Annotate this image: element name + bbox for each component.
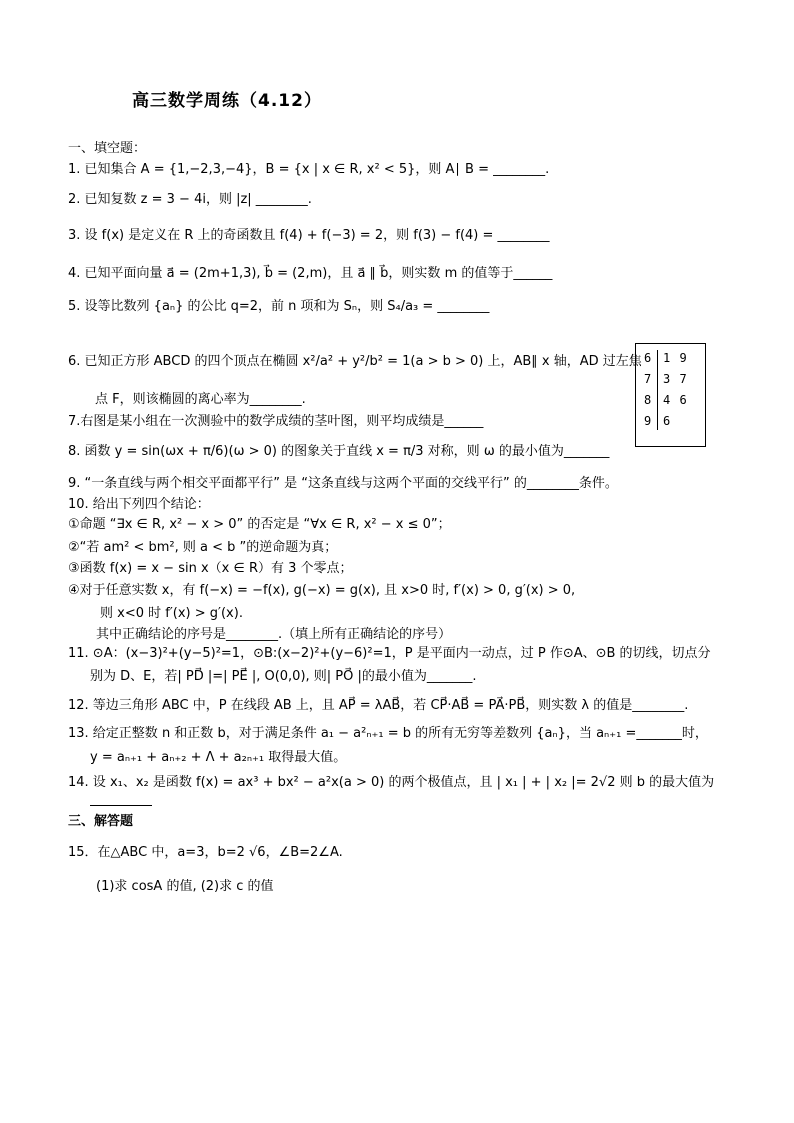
question-3: 3. 设 f(x) 是定义在 R 上的奇函数且 f(4) + f(−3) = 2，则 f(3) − f(4) = ________	[68, 228, 550, 243]
leaf-6: 1 9	[663, 351, 688, 365]
stem-8: 8	[644, 393, 652, 407]
question-6-line1: 6. 已知正方形 ABCD 的四个顶点在椭圆 x²/a² + y²/b² = 1(a > b > 0) 上，AB∥ x 轴，AD 过左焦	[68, 354, 642, 369]
question-12: 12. 等边三角形 ABC 中，P 在线段 AB 上，且 AP⃗ = λAB⃗，若 CP⃗·AB⃗ = PA⃗·PB⃗，则实数 λ 的值是________.	[68, 698, 689, 713]
stem-leaf-divider	[657, 350, 658, 430]
stem-7: 7	[644, 372, 652, 386]
question-9: 9. “一条直线与两个相交平面都平行” 是 “这条直线与这两个平面的交线平行” 的________条件。	[68, 476, 618, 491]
leaf-9: 6	[663, 414, 672, 428]
question-10: 10. 给出下列四个结论：	[68, 497, 210, 512]
question-11-line1: 11. ⊙A：(x−3)²+(y−5)²=1，⊙B:(x−2)²+(y−6)²=1，P 是平面内一动点，过 P 作⊙A、⊙B 的切线，切点分	[68, 646, 711, 661]
question-10-item-4: ④对于任意实数 x，有 f(−x) = −f(x), g(−x) = g(x), 且 x>0 时, f′(x) > 0, g′(x) > 0,	[68, 583, 576, 598]
question-1: 1. 已知集合 A = {1,−2,3,−4}，B = {x | x ∈ R, x² < 5}，则 A∣ B = ________.	[68, 162, 550, 177]
question-11-line2: 别为 D、E，若| PD⃗ |=| PE⃗ |, O(0,0), 则| PO⃗ |的最小值为_______.	[90, 669, 477, 684]
question-15: 15．在△ABC 中，a=3，b=2 √6，∠B=2∠A.	[68, 845, 343, 860]
question-13-line1: 13. 给定正整数 n 和正数 b，对于满足条件 a₁ − a²ₙ₊₁ = b 的所有无穷等差数列 {aₙ}，当 aₙ₊₁ =_______时，	[68, 726, 708, 741]
section-fill-in: 一、填空题：	[68, 141, 147, 156]
question-10-answer: 其中正确结论的序号是________.（填上所有正确结论的序号）	[96, 627, 452, 642]
stem-9: 9	[644, 414, 652, 428]
question-5: 5. 设等比数列 {aₙ} 的公比 q=2，前 n 项和为 Sₙ，则 S₄/a₃ = ________	[68, 299, 490, 314]
question-8: 8. 函数 y = sin(ωx + π/6)(ω > 0) 的图象关于直线 x = π/3 对称，则 ω 的最小值为_______	[68, 444, 610, 459]
question-4: 4. 已知平面向量 a⃗ = (2m+1,3), b⃗ = (2,m)，且 a⃗ ∥ b⃗，则实数 m 的值等于______	[68, 266, 553, 281]
question-2: 2. 已知复数 z = 3 − 4i，则 |z| ________.	[68, 192, 312, 207]
question-10-item-2: ②“若 am² < bm², 则 a < b ”的逆命题为真；	[68, 540, 338, 555]
question-10-item-1: ①命题 “∃x ∈ R, x² − x > 0” 的否定是 “∀x ∈ R, x² − x ≤ 0”；	[68, 517, 451, 532]
leaf-7: 3 7	[663, 372, 688, 386]
question-13-line2: y = aₙ₊₁ + aₙ₊₂ + Λ + a₂ₙ₊₁ 取得最大值。	[90, 750, 347, 765]
answer-blank-14	[90, 805, 152, 806]
question-10-item-4-cont: 则 x<0 时 f′(x) > g′(x).	[100, 606, 243, 621]
question-7: 7.右图是某小组在一次测验中的数学成绩的茎叶图，则平均成绩是______	[68, 414, 484, 429]
question-15-subparts: (1)求 cosA 的值, (2)求 c 的值	[96, 879, 274, 894]
leaf-8: 4 6	[663, 393, 688, 407]
question-14: 14. 设 x₁、x₂ 是函数 f(x) = ax³ + bx² − a²x(a > 0) 的两个极值点，且 | x₁ | + | x₂ |= 2√2 则 b 的最大值为	[68, 775, 715, 790]
stem-leaf-plot	[635, 343, 706, 447]
section-answer: 三、解答题	[68, 814, 134, 829]
stem-6: 6	[644, 351, 652, 365]
question-10-item-3: ③函数 f(x) = x − sin x（x ∈ R）有 3 个零点；	[68, 561, 353, 576]
question-6-line2: 点 F，则该椭圆的离心率为________.	[95, 392, 306, 407]
page-title: 高三数学周练（4.12）	[132, 91, 322, 111]
